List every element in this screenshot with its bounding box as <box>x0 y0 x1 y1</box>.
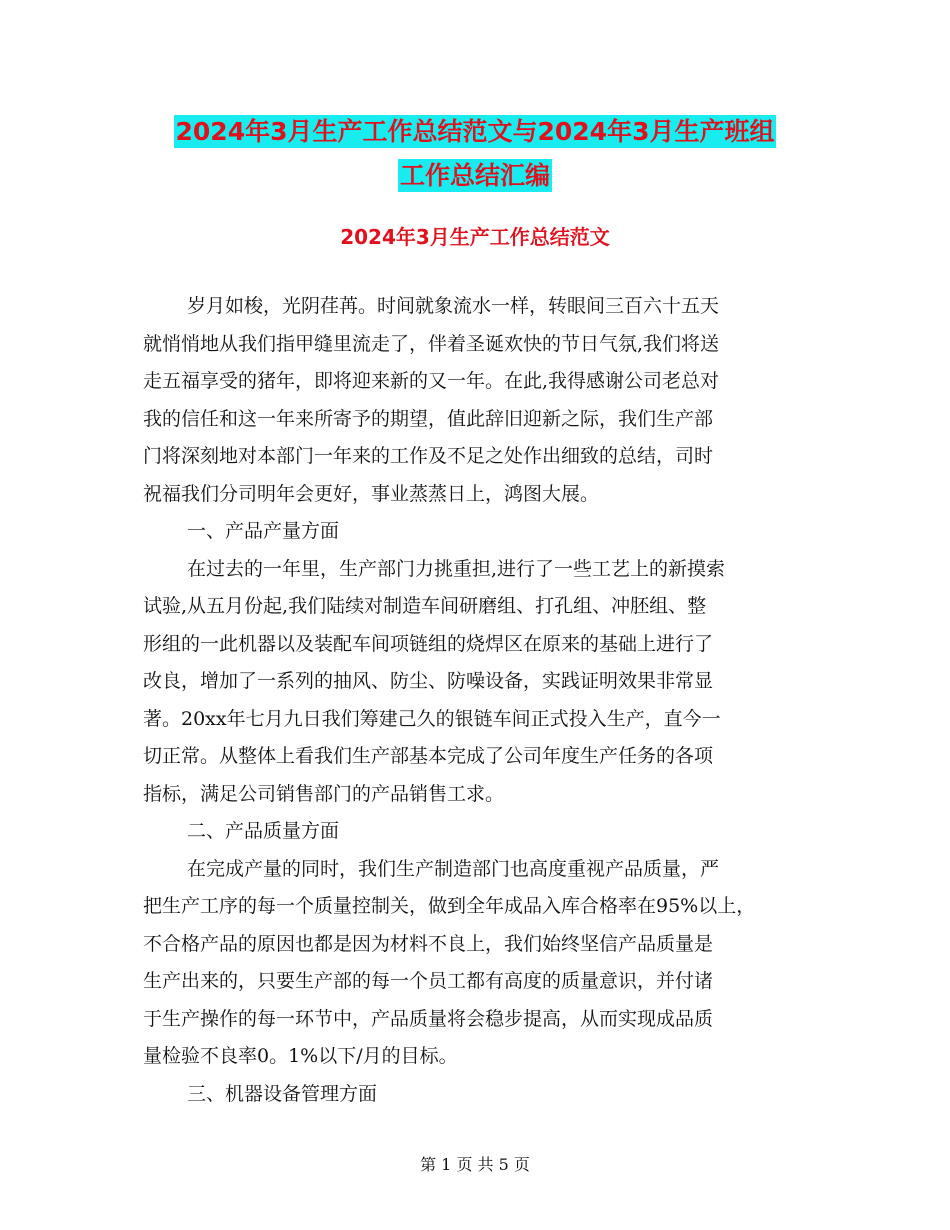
body-line: 在完成产量的同时，我们生产制造部门也高度重视产品质量，严 <box>187 857 720 880</box>
body-line: 二、产品质量方面 <box>187 820 340 842</box>
body-line: 指标，满足公司销售部门的产品销售工求。 <box>143 782 505 805</box>
body-line: 我的信任和这一年来所寄予的期望，值此辞旧迎新之际，我们生产部 <box>143 407 714 430</box>
body-line: 量检验不良率0。1%以下/月的目标。 <box>143 1045 458 1067</box>
body-line: 岁月如梭，光阴荏苒。时间就象流水一样，转眼间三百六十五天 <box>187 295 720 317</box>
document-body <box>143 288 823 1113</box>
body-line: 形组的一此机器以及装配车间项链组的烧焊区在原来的基础上进行了 <box>143 632 714 655</box>
body-line: 生产出来的，只要生产部的每一个员工都有高度的质量意识，并付诸 <box>143 970 714 992</box>
document-title-line-1 <box>0 110 950 154</box>
body-line: 走五福享受的猪年，即将迎来新的又一年。在此,我得感谢公司老总对 <box>143 370 720 392</box>
body-line: 一、产品产量方面 <box>187 520 340 542</box>
body-line: 切正常。从整体上看我们生产部基本完成了公司年度生产任务的各项 <box>143 745 714 767</box>
document-title-text-2: 工作总结汇编 <box>399 161 550 190</box>
body-line: 把生产工序的每一个质量控制关，做到全年成品入库合格率在95%以上， <box>143 895 756 917</box>
body-line: 于生产操作的每一环节中，产品质量将会稳步提高，从而实现成品质 <box>143 1007 714 1030</box>
body-line: 门将深刻地对本部门一年来的工作及不足之处作出细致的总结，司时 <box>143 445 714 467</box>
section-title: 2024年3月生产工作总结范文 <box>340 225 610 249</box>
body-line: 试验,从五月份起,我们陆续对制造车间研磨组、打孔组、冲胚组、整 <box>143 595 707 617</box>
body-line: 就悄悄地从我们指甲缝里流走了，伴着圣诞欢快的节日气氛,我们将送 <box>143 332 720 355</box>
body-line: 改良，增加了一系列的抽风、防尘、防噪设备，实践证明效果非常显 <box>143 670 714 692</box>
body-line: 不合格产品的原因也都是因为材料不良上，我们始终坚信产品质量是 <box>143 932 714 955</box>
page-footer: 第 1 页 共 5 页 <box>420 1155 530 1174</box>
body-line: 三、机器设备管理方面 <box>187 1082 378 1105</box>
body-line: 著。20xx年七月九日我们筹建己久的银链车间正式投入生产，直今一 <box>143 707 721 730</box>
document-title-text-1: 2024年3月生产工作总结范文与2024年3月生产班组 <box>175 117 775 146</box>
body-line: 在过去的一年里，生产部门力挑重担,进行了一些工艺上的新摸索 <box>187 557 726 580</box>
document-title-line-2 <box>0 154 950 198</box>
body-line: 祝福我们分司明年会更好，事业蒸蒸日上，鸿图大展。 <box>143 482 600 505</box>
